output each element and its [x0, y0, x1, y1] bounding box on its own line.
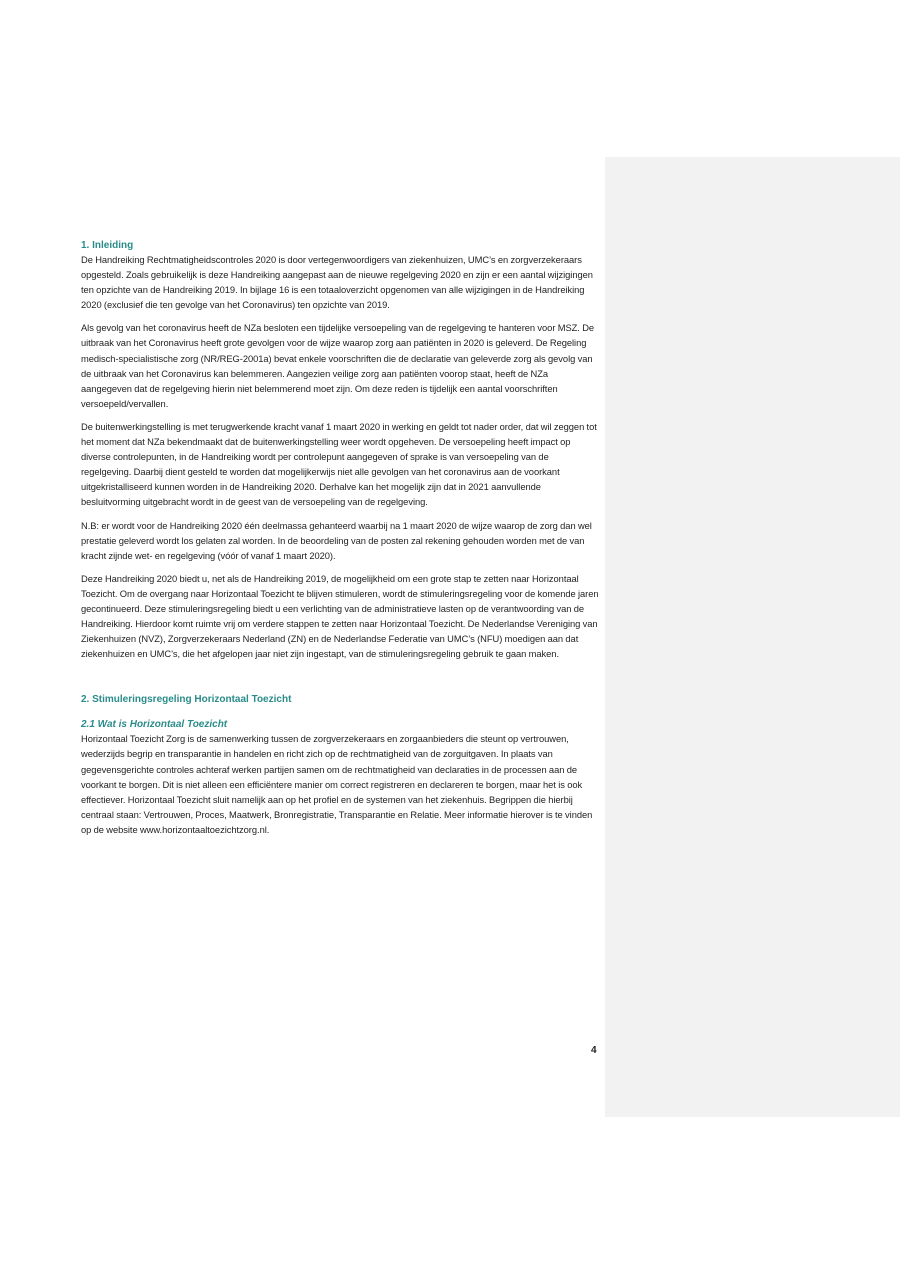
paragraph: De Handreiking Rechtmatigheidscontroles 2020 is door vertegenwoordigers van ziekenhuizen, UMC’s en zorgverzekeraars opgesteld. Zoals gebruikelijk is deze Handreiking aangepast aan de nieuwe regelgeving 2020 en zijn er een aantal wijzigingen ten opzichte van de Handreiking 2019. In bijlage 16 is een totaaloverzicht opgenomen van alle wijzigingen in de Handreiking 2020 (exclusief die ten gevolge van het Coronavirus) ten opzichte van 2019.	[81, 255, 593, 311]
paragraph: Als gevolg van het coronavirus heeft de NZa besloten een tijdelijke versoepeling van de regelgeving te hanteren voor MSZ. De uitbraak van het Coronavirus heeft grote gevolgen voor de wijze waarop zorg aan patiënten in 2020 is geleverd. De Regeling medisch-specialistische zorg (NR/REG-2001a) bevat enkele voorschriften die de declaratie van geleverde zorg als gevolg van de uitbraak van het Coronavirus kan belemmeren. Aangezien veilige zorg aan patiënten voorop staat, heeft de NZa aangegeven dat de regelgeving hierin niet belemmerend moet zijn. Om deze reden is tijdelijk een aantal voorschriften versoepeld/vervallen.	[81, 323, 595, 409]
subheading-wat-is-horizontaal-toezicht: 2.1 Wat is Horizontaal Toezicht	[81, 719, 228, 731]
document-page-content	[81, 238, 599, 846]
paragraph: Horizontaal Toezicht Zorg is de samenwerking tussen de zorgverzekeraars en zorgaanbieders die steunt op vertrouwen, wederzijds begrip en transparantie in handelen en richt zich op de rechtmatigheid van de zorguitgaven. In plaats van gegevensgerichte controles achteraf werken partijen samen om de rechtmatigheid van declaraties in de processen aan de voorkant te borgen. Dit is niet alleen een efficiëntere manier om correct registreren en declareren te borgen, maar het is ook effectiever. Horizontaal Toezicht sluit namelijk aan op het profiel en de systemen van het ziekenhuis. Begrippen die hierbij centraal staan: Vertrouwen, Proces, Maatwerk, Bronregistratie, Transparantie en Relatie. Meer informatie hierover is te vinden op de website www.horizontaaltoezichtzorg.nl.	[81, 734, 593, 835]
paragraph: Deze Handreiking 2020 biedt u, net als de Handreiking 2019, de mogelijkheid om een grote stap te zetten naar Horizontaal Toezicht. Om de overgang naar Horizontaal Toezicht te blijven stimuleren, wordt de stimuleringsregeling voor de komende jaren gecontinueerd. Deze stimuleringsregeling biedt u een verlichting van de administratieve lasten op de verantwoording van de Handreiking. Hierdoor komt ruimte vrij om verdere stappen te zetten naar Horizontaal Toezicht. De Nederlandse Vereniging van Ziekenhuizen (NVZ), Zorgverzekeraars Nederland (ZN) en de Nederlandse Federatie van UMC’s (NFU) moedigen aan dat ziekenhuizen en UMC’s, die het afgelopen jaar niet zijn ingestapt, van de stimuleringsregeling gebruik te gaan maken.	[81, 573, 599, 660]
paragraph: N.B: er wordt voor de Handreiking 2020 één deelmassa gehanteerd waarbij na 1 maart 2020 de wijze waarop de zorg dan wel prestatie geleverd wordt los gelaten zal worden. In de beoordeling van de posten zal rekening gehouden worden met de van kracht zijnde wet- en regelgeving (vóór of vanaf 1 maart 2020).	[81, 520, 592, 561]
section-heading-inleiding: 1. Inleiding	[81, 240, 134, 251]
section-heading-stimuleringsregeling: 2. Stimuleringsregeling Horizontaal Toezicht	[81, 694, 292, 706]
page-number: 4	[591, 1045, 597, 1056]
comment-margin-pane	[605, 157, 900, 1117]
paragraph: De buitenwerkingstelling is met terugwerkende kracht vanaf 1 maart 2020 in werking en geldt tot nader order, dat wil zeggen tot het moment dat NZa bekendmaakt dat de buitenwerkingstelling weer wordt opgeheven. De versoepeling heeft impact op diverse controlepunten, in de Handreiking wordt per controlepunt aangegeven of sprake is van versoepeling van de regelgeving. Daarbij dient gesteld te worden dat mogelijkerwijs niet alle gevolgen van het coronavirus aan de voorkant uitgekristalliseerd kunnen worden in de Handreiking 2020. Derhalve kan het mogelijk zijn dat in 2021 aanvullende besluitvorming uitgebracht wordt in de geest van de versoepeling van de regelgeving.	[81, 421, 597, 508]
